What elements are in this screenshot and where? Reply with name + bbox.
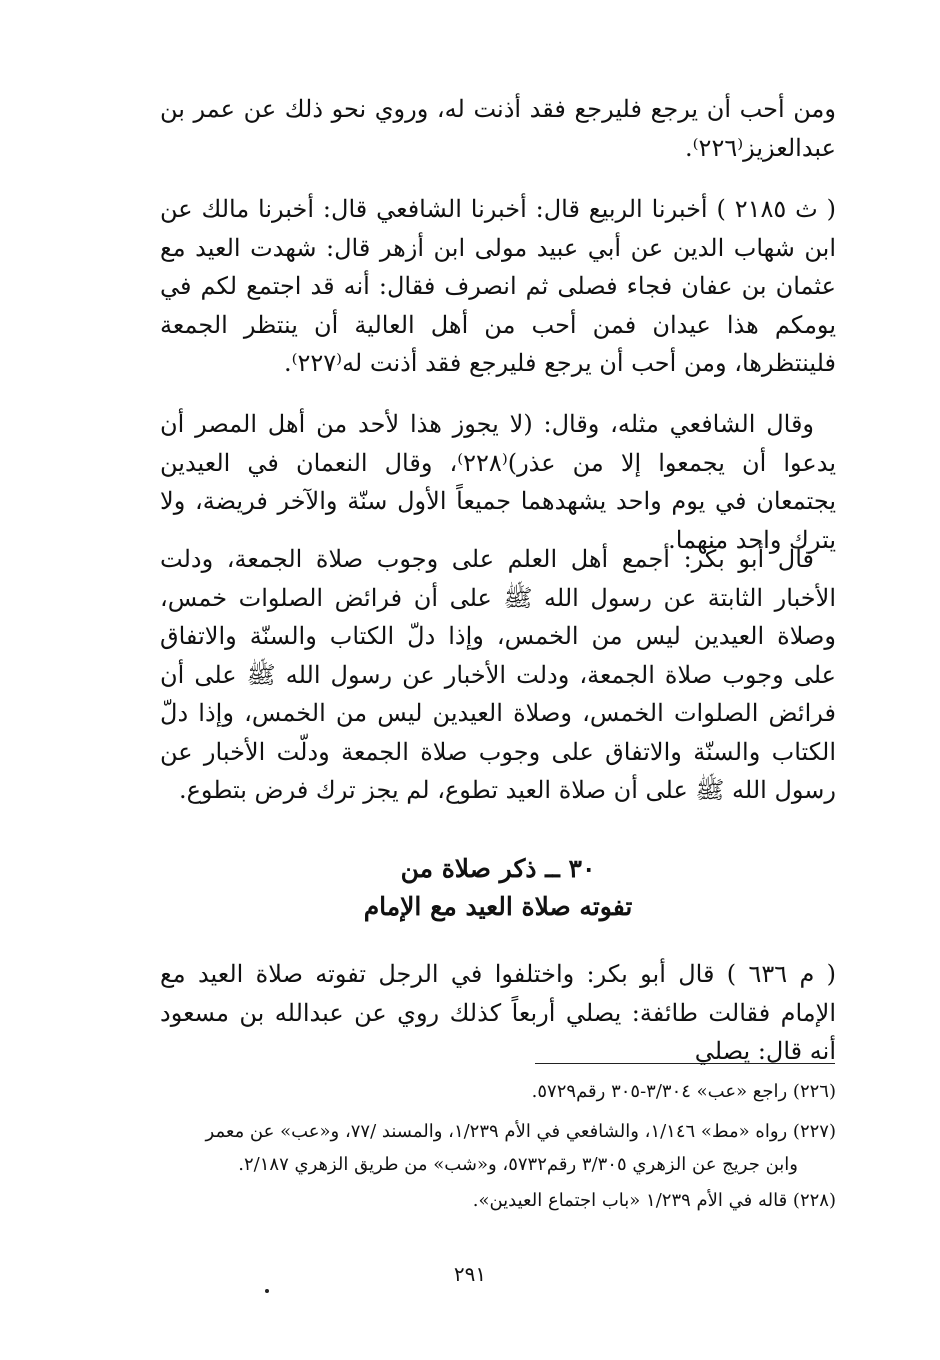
footnote-227-continuation: وابن جريج عن الزهري ٣/٣٠٥ رقم٥٧٣٢، و«شب» من طريق الزهري ٢/١٨٧. [238, 1154, 798, 1175]
footnote-divider [535, 1063, 835, 1064]
footnote-227: (٢٢٧) رواه «مط» ١/١٤٦، والشافعي في الأم ١/٢٣٩، والمسند /٧٧، و«عب» عن معمر [205, 1121, 836, 1142]
footnote-228: (٢٢٨) قاله في الأم ١/٢٣٩ «باب اجتماع العيدين». [472, 1190, 836, 1211]
paragraph-masala-636: ( م ٦٣٦ ) قال أبو بكر: واختلفوا في الرجل تفوته صلاة العيد مع الإمام فقالت طائفة: يصلي أربعاً كذلك روي عن عبدالله بن مسعود أنه قال: يصلي [160, 960, 836, 1065]
scan-speck [265, 1289, 269, 1293]
page-number: ٢٩١ [453, 1262, 487, 1286]
section-heading-line1: ٣٠ ــ ذكر صلاة من [400, 854, 596, 883]
section-heading-line2: تفوته صلاة العيد مع الإمام [363, 892, 633, 921]
paragraph-shafii-opinion: وقال الشافعي مثله، وقال: (لا يجوز هذا لأحد من أهل المصر أن يدعوا أن يجمعوا إلا من عذر)⁽٢٢٨⁾، وقال النعمان في العيدين يجتمعان في يوم واحد يشهدهما جميعاً الأول سنّة والآخر فريضة، ولا يترك واحد منهما. [160, 410, 837, 554]
paragraph-athar-2185: ( ث ٢١٨٥ ) أخبرنا الربيع قال: أخبرنا الشافعي قال: أخبرنا مالك عن ابن شهاب الدين عن أبي عبيد مولى ابن أزهر قال: شهدت العيد مع عثمان بن عفان فجاء فصلى ثم انصرف فقال: أنه قد اجتمع لكم في يومكم هذا عيدان فمن أحب من أهل العالية أن ينتظر الجمعة فلينتظرها، ومن أحب أن يرجع فليرجع فقد أذنت له⁽٢٢٧⁾. [160, 195, 837, 377]
paragraph-continuation: ومن أحب أن يرجع فليرجع فقد أذنت له، وروي نحو ذلك عن عمر بن عبدالعزيز⁽٢٢٦⁾. [160, 95, 836, 162]
footnote-226: (٢٢٦) راجع «عب» ٣/٣٠٤-٣٠٥ رقم٥٧٢٩. [531, 1081, 836, 1102]
paragraph-abu-bakr-statement: قال أبو بكر: أجمع أهل العلم على وجوب صلاة الجمعة، ودلت الأخبار الثابتة عن رسول الله ﷺ على أن فرائض الصلوات خمس، وصلاة العيدين ليس من الخمس، وإذا دلّ الكتاب والسنّة والاتفاق على وجوب صلاة الجمعة، ودلت الأخبار عن رسول الله ﷺ على أن فرائض الصلوات الخمس، وصلاة العيدين ليس من الخمس، وإذا دلّ الكتاب والسنّة والاتفاق على وجوب صلاة الجمعة ودلّت الأخبار عن رسول الله ﷺ على أن صلاة العيد تطوع، لم يجز ترك فرض بتطوع. [160, 545, 836, 804]
